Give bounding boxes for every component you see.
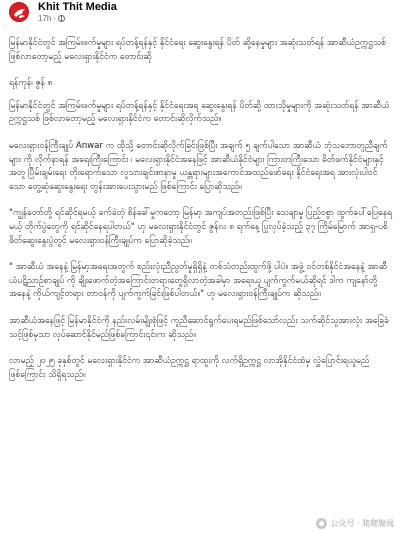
post-meta	[38, 14, 65, 23]
meta-separator: ·	[53, 14, 57, 23]
post-paragraph: မြန်မာနိုင်ငံတွင် အကြမ်းဖက်မှုများ ရပ်တန့်ရန်နှင့် နိုင်ငံရေးအရ ဆွေးနွေးရန် ပိတ်ဆို့ ထားသိုမှုများကို အဆုံးသတ်ရန် အာဆီယံဥက္ကဋ္ဌသစ် ဖြစ်လာတော့မည့် မလေးရှားနိုင်ငံက တောင်းဆိုလိုက်သည်။	[9, 100, 390, 125]
post-paragraph: မလေးရှားဝန်ကြီးချုပ် Anwar က ထိုသို့ တောင်းဆိုလိုက်ခြင်းဖြစ်ပြီး အချက် ၅ ချက်ပါသော အာဆီယံ ဘုံသဘောတူညီချက်များ ကို လိုက်နာရန် အရေးကြီးကြောင်း ၊ မလေးရှားနိုင်ငံအနေဖြင့် အာဆီယံနိုင်ငံများ ကြားတကြီးသော ဓိတ်ဖက်နိုင်ငံများနှင့်အတူ ပြီမ်းချမ်းရေး တိုးရောက်သော လူသားချင်းစာနာမှု ယန္တရားများအကောင်အထည်ဖော်ရေး နိုင်ငံရေးအရ အားလုံးပါဝင်သော တွေ့ဆုံဆွေးနွေးရေး တွန်းအားပေးသွားမည် ဖြစ်ကြောင်း ပြောဆိုသည်။	[9, 140, 388, 192]
post-paragraph: "ကျွန်တော်တို့ ရင်ဆိုင်ရမယ့် ခက်ခဲတဲ့ စိန်ခေါ်မှုကတော့ မြန်မာ့ အကျပ်အတည်းဖြစ်ပြီး သေချာမှု ပြည့်ဝစွာ ထွက်ပေါ်ပြေနေရမယ့် တိုက်ပွဲတွေကို ရင်ဆိုင်နေရပါတယ်" ဟု မလေးရှားနိုင်ငံတွင် ဇွန်လ ၈ ရက်နေ့ ပြုလုပ်ခဲ့သည့် ၃၇ ကြိမ်မြောက် အာရှ-ပစိဖိတ်ဆွေးနွေးပွဲတွင် မလေးရှားဝန်ကြီးချုပ်က ပြောဆိုခဲ့သည်။	[9, 208, 393, 246]
post-header	[0, 0, 400, 24]
page-name-link[interactable]: Khit Thit Media	[38, 1, 117, 13]
watermark-text: 公众号 · 爬爬聚闻	[330, 519, 394, 528]
post-paragraph: အာဆီယံအနေဖြင့် မြန်မာနိုင်ငံကို နည်းလမ်းမျိုးစုံဖြင့် ကူညီဆောင်ရွက်ပေးရမည်ဖြစ်သော်လည်း သက်ဆိုင်သူအားလုံး အခြေခံသင့်ဖြစ်မှသာ လုပ်ဆောင်နိုင်မည်ဖြစ်ကြောင်း၎င်းက ဆိုသည်။	[9, 315, 389, 340]
post-timestamp[interactable]: 17h	[38, 14, 52, 23]
post-headline: မြန်မာနိုင်ငံတွင် အကြမ်းဖက်မှုများ ရပ်တန့်ရန်နှင့် နိုင်ငံရေး ဆွေးနွေးရန် ပိတ် ဆို့နေမှုများ အဆုံးသတ်ရန် အာဆီယံဥက္ကဋ္ဌသစ် ဖြစ်လာတော့မည့် မလေးရှားနိုင်ငံက တောင်းဆို	[9, 38, 386, 62]
post-body	[9, 37, 393, 395]
page-avatar[interactable]	[9, 2, 29, 22]
wechat-icon	[316, 518, 327, 529]
post-dateline: ရန်ကုန်၊ ဇွန် ၈	[9, 78, 53, 89]
bird-logo-icon	[10, 3, 29, 22]
watermark	[316, 518, 394, 529]
globe-icon	[58, 15, 65, 22]
post-paragraph: " အာဆီယံ အနေနဲ့ မြန်မာ့အရေးအတွက် စည်းလုံးညီညွတ်မှုရှိရှိနဲ့ တစ်သံတည်းထွက်ဖို့ ပါပဲ။ အဖွဲ့ ဝင်တစ်နိုင်ငံအနေနဲ့ အာဆီယံပဋိညာဉ်စာချုပ် ကို ချိုးဖောက်တဲ့အကြောင်းတရားတွေရှိလာတဲ့အခါမှာ အရေးယူ ပျက်ကွက်မယ်ဆိုရင် ဒါက ကျနော်တို့ အနေနဲ့ ကိုယ်ကျင့်တရား တာဝန်ကို ပျက်ကွက်ခြင်းဖြစ်ပါတယ်။" ဟု မလေးရှားဝန်ကြီးချုပ်က ဆိုသည်။	[9, 262, 388, 300]
post-paragraph: လာမည့် ၂၀၂၅ ခုနှစ်တွင် မလေးရှားနိုင်ငံက အာဆီယံဥက္ကဋ္ဌ ရာထူးကို လက်ရှိဥက္ကဋ္ဌ လာအိုနိုင်ငံထံမှ လွှဲပြောင်းရယူမည်ဖြစ်ကြောင်း သိရှိရသည်။	[9, 356, 370, 380]
